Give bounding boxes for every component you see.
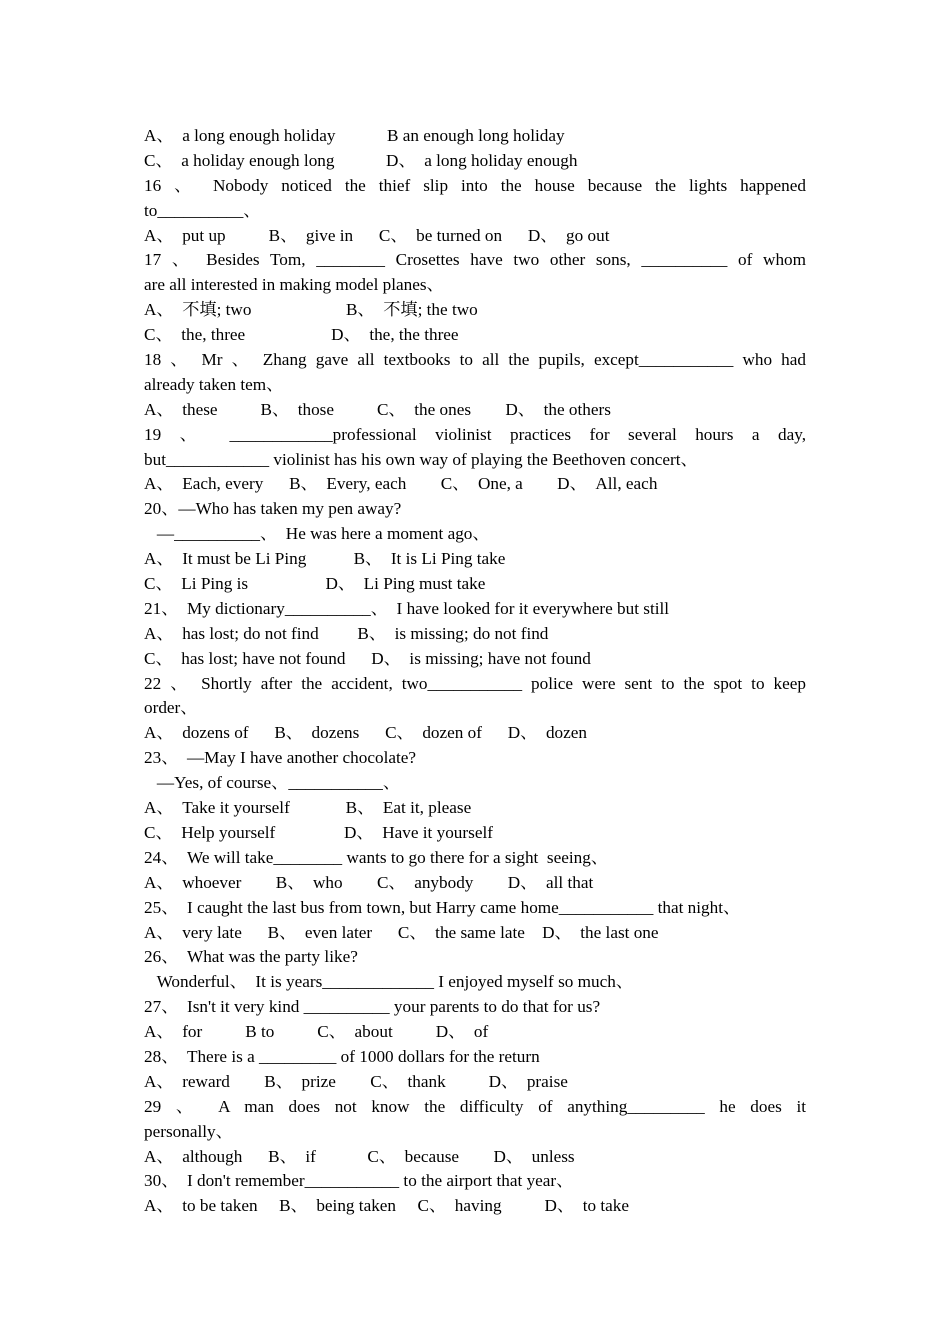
option-line: A、 for B to C、 about D、 of <box>144 1022 489 1042</box>
question-22-cont: order、 <box>144 698 198 718</box>
option-line: A、 these B、 those C、 the ones D、 the others <box>144 399 611 419</box>
question-18-cont: already taken tem、 <box>144 374 284 394</box>
option-line: A、 reward B、 prize C、 thank D、 praise <box>144 1071 568 1091</box>
question-23: 23、 —May I have another chocolate? <box>144 748 417 768</box>
option-line: A、 dozens of B、 dozens C、 dozen of D、 dozen <box>144 723 587 743</box>
option-line: A、 has lost; do not find B、 is missing; do not find <box>144 623 549 643</box>
question-27: 27、 Isn't it very kind __________ your parents to do that for us? <box>144 997 601 1017</box>
question-26-cont: Wonderful、 It is years_____________ I enjoyed myself so much、 <box>144 972 634 992</box>
option-line: A、 to be taken B、 being taken C、 having D、 to take <box>144 1196 629 1216</box>
option-line: A、 although B、 if C、 because D、 unless <box>144 1146 575 1166</box>
option-line: C、 Li Ping is D、 Li Ping must take <box>144 574 486 594</box>
question-19: 19 、 ____________professional violinist practices for several hours a day, <box>144 424 806 444</box>
question-19-cont: but____________ violinist has his own way of playing the Beethoven concert、 <box>144 449 698 469</box>
option-line: A、 put up B、 give in C、 be turned on D、 go out <box>144 225 610 245</box>
question-18: 18 、 Mr 、 Zhang gave all textbooks to all the pupils, except___________ who had <box>144 350 806 370</box>
question-21: 21、 My dictionary__________、 I have looked for it everywhere but still <box>144 598 670 618</box>
option-line: C、 has lost; have not found D、 is missing; have not found <box>144 648 591 668</box>
question-28: 28、 There is a _________ of 1000 dollars for the return <box>144 1046 540 1066</box>
question-24: 24、 We will take________ wants to go there for a sight seeing、 <box>144 847 609 867</box>
question-22: 22 、 Shortly after the accident, two___________ police were sent to the spot to keep <box>144 673 806 693</box>
option-line: A、 不填; two B、 不填; the two <box>144 300 478 320</box>
option-line: A、 Each, every B、 Every, each C、 One, a D、 All, each <box>144 474 658 494</box>
question-23-cont: —Yes, of course、___________、 <box>144 773 401 793</box>
question-16-cont: to__________、 <box>144 200 261 220</box>
question-29: 29 、 A man does not know the difficulty of anything_________ he does it <box>144 1096 806 1116</box>
question-16: 16 、 Nobody noticed the thief slip into the house because the lights happened <box>144 175 806 195</box>
option-line: A、 It must be Li Ping B、 It is Li Ping take <box>144 549 506 569</box>
question-17-cont: are all interested in making model planes、 <box>144 275 444 295</box>
option-line: A、 very late B、 even later C、 the same late D、 the last one <box>144 922 659 942</box>
question-17: 17 、 Besides Tom, ________ Crosettes have two other sons, __________ of whom <box>144 250 806 270</box>
question-25: 25、 I caught the last bus from town, but Harry came home___________ that night、 <box>144 897 741 917</box>
question-30: 30、 I don't remember___________ to the airport that year、 <box>144 1171 574 1191</box>
question-20-cont: —__________、 He was here a moment ago、 <box>144 524 490 544</box>
option-line: C、 the, three D、 the, the three <box>144 325 459 345</box>
question-29-cont: personally、 <box>144 1121 233 1141</box>
option-line: A、 Take it yourself B、 Eat it, please <box>144 798 472 818</box>
option-line: C、 a holiday enough long D、 a long holiday enough <box>144 150 578 170</box>
document-page <box>144 124 806 1219</box>
option-line: C、 Help yourself D、 Have it yourself <box>144 822 493 842</box>
option-line: A、 whoever B、 who C、 anybody D、 all that <box>144 872 594 892</box>
question-20: 20、—Who has taken my pen away? <box>144 499 402 519</box>
question-26: 26、 What was the party like? <box>144 947 358 967</box>
option-line: A、 a long enough holiday B an enough long holiday <box>144 126 565 145</box>
